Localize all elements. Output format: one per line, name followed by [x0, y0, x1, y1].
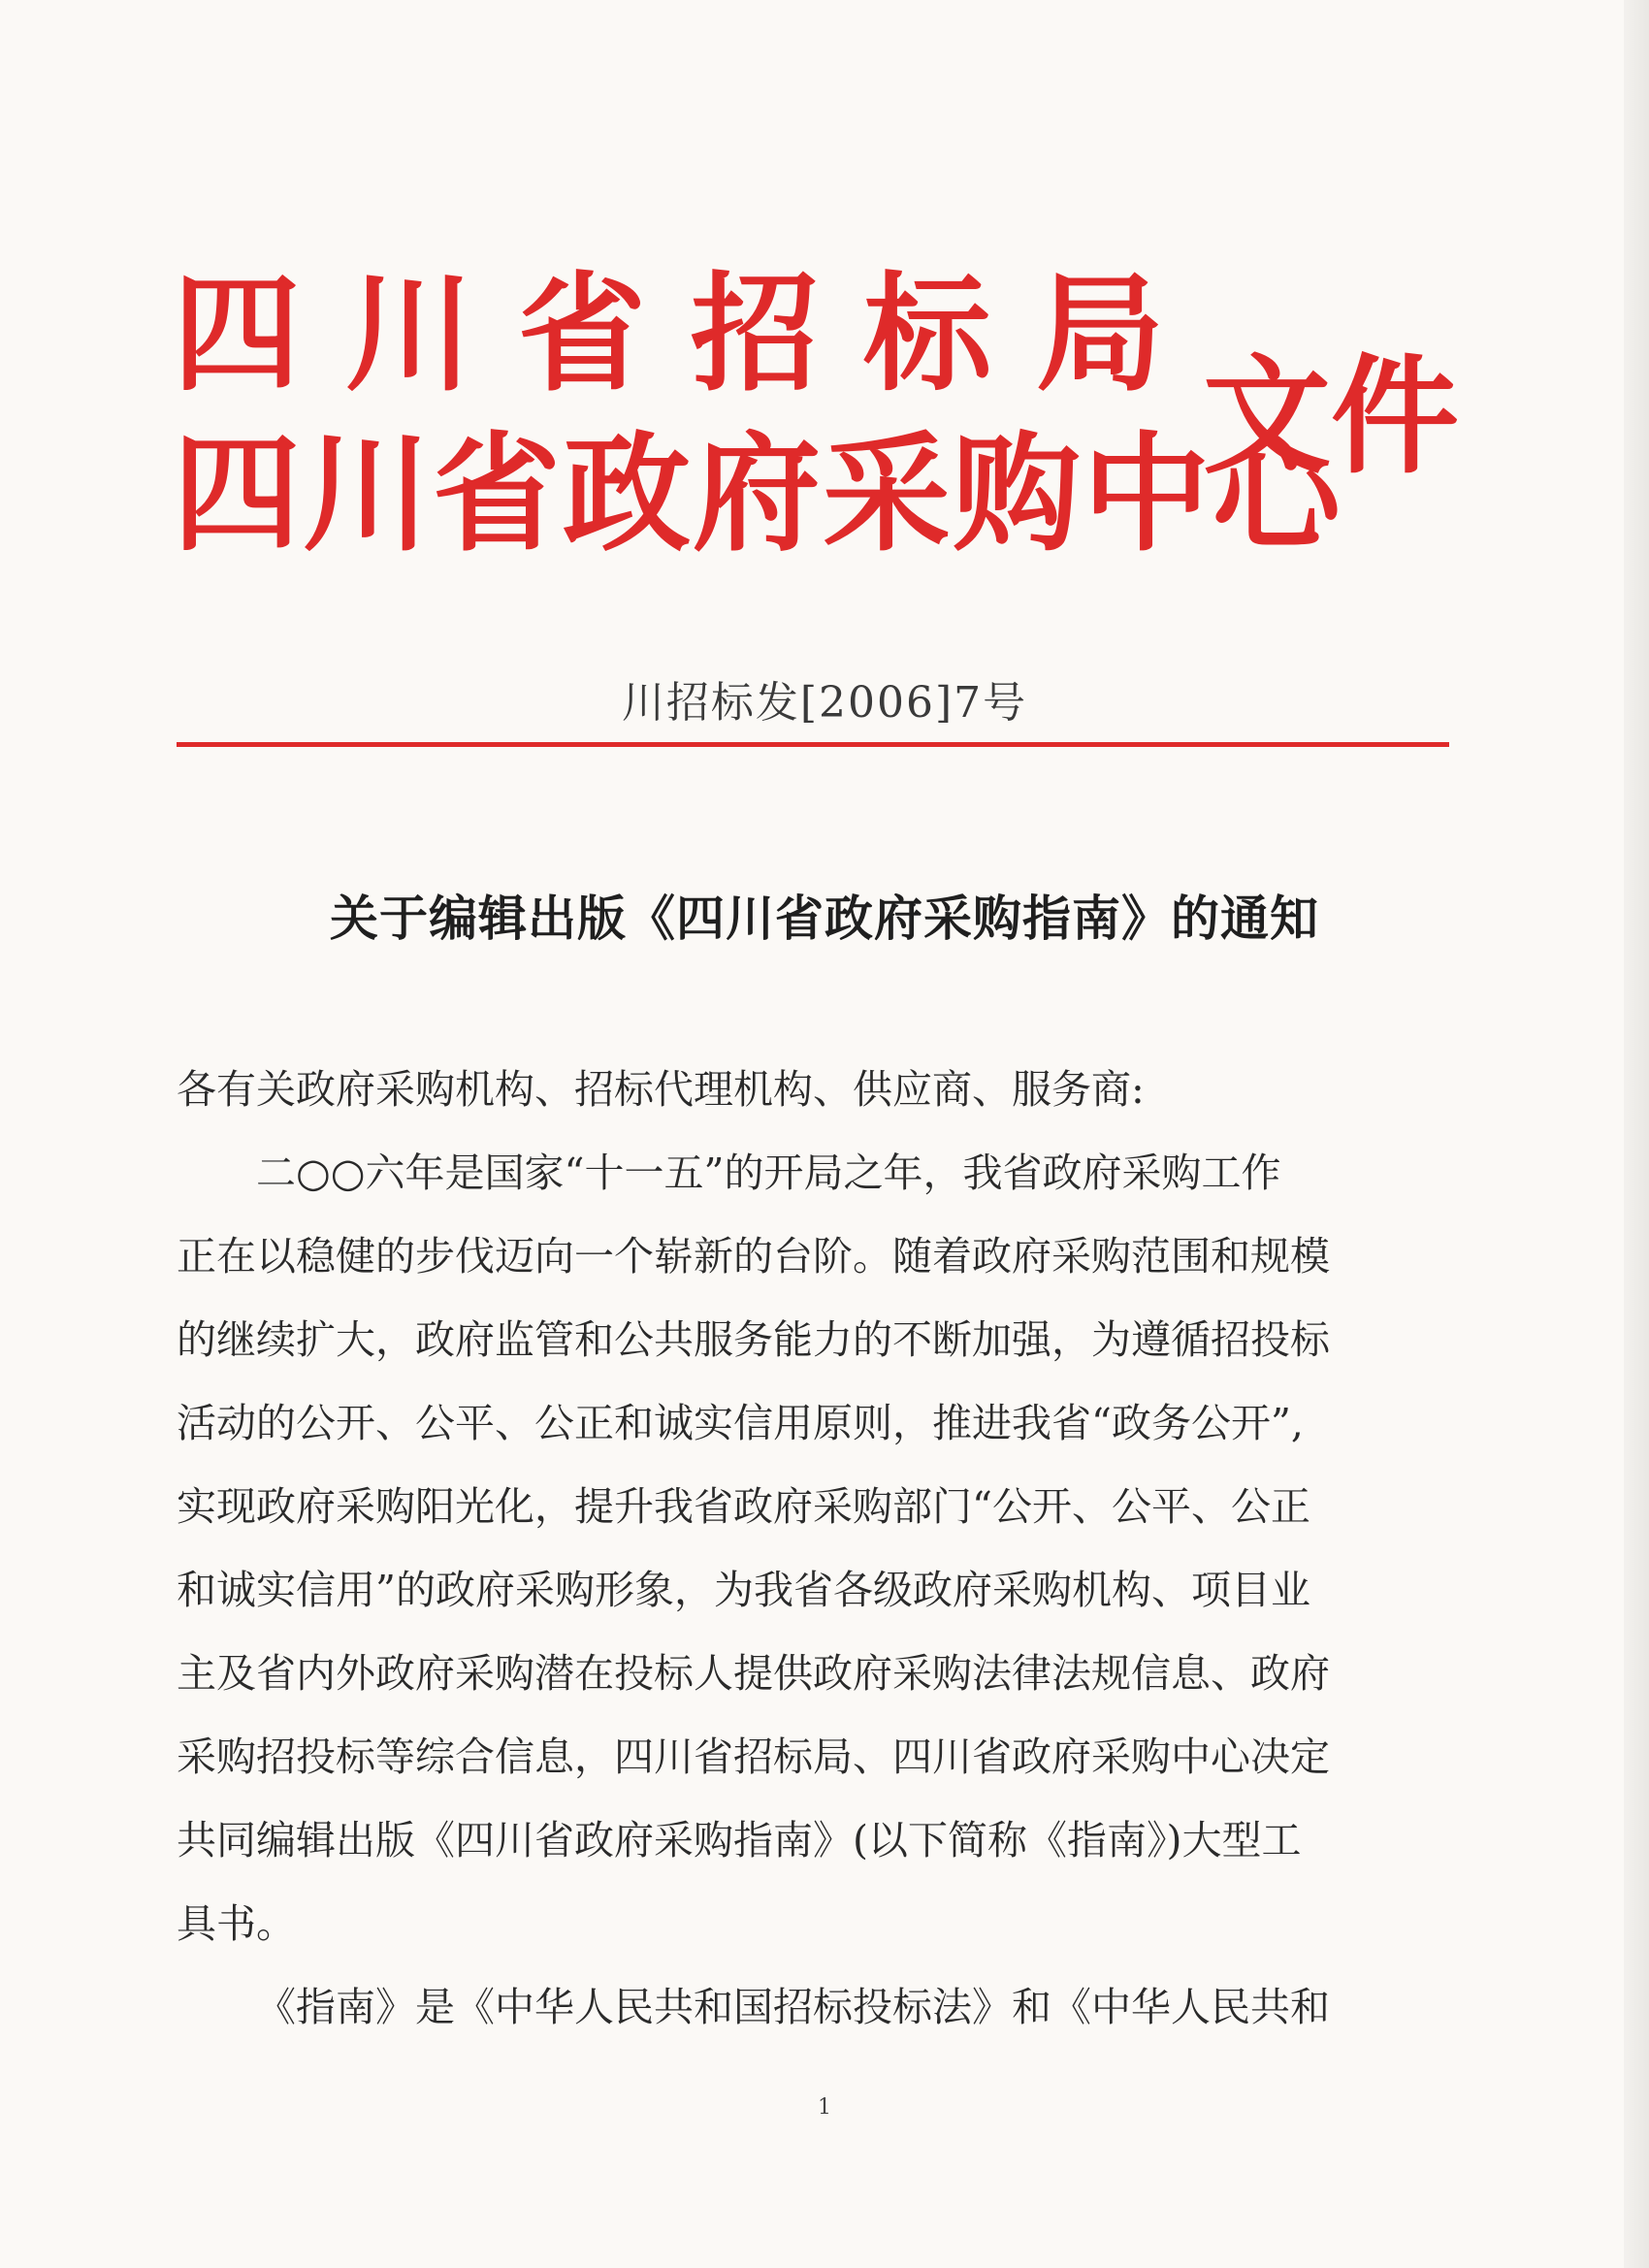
- body-line: 的继续扩大，政府监管和公共服务能力的不断加强，为遵循招投标: [177, 1316, 1330, 1363]
- body-line: 实现政府采购阳光化，提升我省政府采购部门“公开、公平、公正: [177, 1483, 1310, 1530]
- body-line: 采购招投标等综合信息，四川省招标局、四川省政府采购中心决定: [177, 1733, 1330, 1780]
- body-line: 主及省内外政府采购潜在投标人提供政府采购法律法规信息、政府: [177, 1650, 1330, 1697]
- body-line: 正在以稳健的步伐迈向一个崭新的台阶。随着政府采购范围和规模: [177, 1233, 1330, 1280]
- body-line: 共同编辑出版《四川省政府采购指南》(以下简称《指南》)大型工: [177, 1817, 1302, 1863]
- salutation: 各有关政府采购机构、招标代理机构、供应商、服务商:: [177, 1066, 1145, 1113]
- body-line: 和诚实信用”的政府采购形象，为我省各级政府采购机构、项目业: [177, 1567, 1310, 1613]
- scan-edge-shadow: [1624, 0, 1649, 2268]
- notice-title: 关于编辑出版《四川省政府采购指南》的通知: [330, 891, 1319, 947]
- red-divider-line: [177, 742, 1449, 747]
- issuer-line-1: 四川省招标局: [173, 260, 1209, 409]
- body-line: 二○○六年是国家“十一五”的开局之年，我省政府采购工作: [256, 1150, 1281, 1196]
- body-line: 活动的公开、公平、公正和诚实信用原则，推进我省“政务公开”,: [177, 1400, 1304, 1446]
- body-line: 《指南》是《中华人民共和国招标投标法》和《中华人民共和: [256, 1984, 1330, 2030]
- page-number: 1: [818, 2095, 831, 2120]
- issuer-line-2: 四川省政府采购中心: [173, 420, 1342, 569]
- document-word: 文件: [1203, 342, 1459, 492]
- document-number: 川招标发[2006]7号: [621, 678, 1028, 728]
- body-line: 具书。: [177, 1900, 296, 1947]
